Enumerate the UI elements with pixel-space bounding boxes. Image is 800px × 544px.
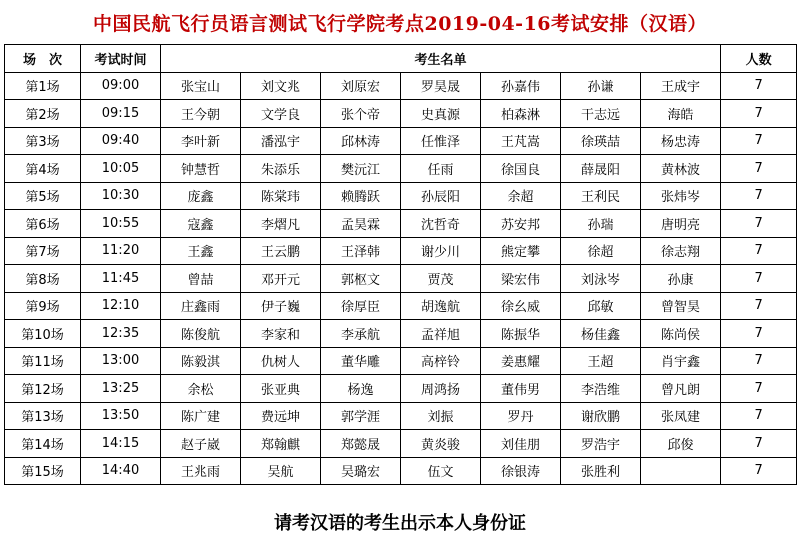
candidate-name-cell: 杨佳鑫 bbox=[561, 320, 641, 348]
round-cell: 第13场 bbox=[5, 402, 81, 430]
candidate-name-cell: 张宝山 bbox=[161, 72, 241, 100]
time-cell: 12:10 bbox=[81, 292, 161, 320]
candidate-name-cell: 任雨 bbox=[401, 155, 481, 183]
candidate-name-cell: 柏森淋 bbox=[481, 100, 561, 128]
table-row bbox=[5, 210, 797, 238]
candidate-name-cell: 孙谦 bbox=[561, 72, 641, 100]
count-cell: 7 bbox=[721, 155, 797, 183]
table-row bbox=[5, 320, 797, 348]
time-cell: 13:50 bbox=[81, 402, 161, 430]
candidate-name-cell: 徐志翔 bbox=[641, 237, 721, 265]
time-cell: 10:30 bbox=[81, 182, 161, 210]
time-cell: 12:35 bbox=[81, 320, 161, 348]
candidate-name-cell: 唐明亮 bbox=[641, 210, 721, 238]
time-cell: 14:15 bbox=[81, 430, 161, 458]
count-cell: 7 bbox=[721, 292, 797, 320]
schedule-table bbox=[4, 44, 797, 485]
candidate-name-cell: 王利民 bbox=[561, 182, 641, 210]
candidate-name-cell: 王芃嵩 bbox=[481, 127, 561, 155]
time-cell: 09:40 bbox=[81, 127, 161, 155]
candidate-name-cell: 沈哲奇 bbox=[401, 210, 481, 238]
candidate-name-cell: 邱林涛 bbox=[321, 127, 401, 155]
count-cell: 7 bbox=[721, 430, 797, 458]
count-cell: 7 bbox=[721, 402, 797, 430]
candidate-name-cell: 胡逸航 bbox=[401, 292, 481, 320]
round-cell: 第5场 bbox=[5, 182, 81, 210]
candidate-name-cell: 张个帝 bbox=[321, 100, 401, 128]
table-row bbox=[5, 182, 797, 210]
round-cell: 第1场 bbox=[5, 72, 81, 100]
candidate-name-cell: 余松 bbox=[161, 375, 241, 403]
candidate-name-cell: 王鑫 bbox=[161, 237, 241, 265]
round-cell: 第10场 bbox=[5, 320, 81, 348]
candidate-name-cell: 杨忠涛 bbox=[641, 127, 721, 155]
table-row bbox=[5, 265, 797, 293]
table-row bbox=[5, 155, 797, 183]
time-cell: 10:55 bbox=[81, 210, 161, 238]
candidate-name-cell: 曾智昊 bbox=[641, 292, 721, 320]
round-cell: 第8场 bbox=[5, 265, 81, 293]
candidate-name-cell: 李家和 bbox=[241, 320, 321, 348]
candidate-name-cell: 陈毅淇 bbox=[161, 347, 241, 375]
candidate-name-cell: 李承航 bbox=[321, 320, 401, 348]
candidate-name-cell: 李浩维 bbox=[561, 375, 641, 403]
time-cell: 10:05 bbox=[81, 155, 161, 183]
candidate-name-cell: 邓开元 bbox=[241, 265, 321, 293]
candidate-name-cell: 郭枢文 bbox=[321, 265, 401, 293]
candidate-name-cell: 文学良 bbox=[241, 100, 321, 128]
candidate-name-cell: 赖腾跃 bbox=[321, 182, 401, 210]
candidate-name-cell: 罗昊晟 bbox=[401, 72, 481, 100]
count-cell: 7 bbox=[721, 127, 797, 155]
candidate-name-cell: 王今朝 bbox=[161, 100, 241, 128]
time-cell: 13:25 bbox=[81, 375, 161, 403]
candidate-name-cell: 黄炎骏 bbox=[401, 430, 481, 458]
header-row bbox=[5, 45, 797, 73]
candidate-name-cell: 谢欣鹏 bbox=[561, 402, 641, 430]
candidate-name-cell: 徐银涛 bbox=[481, 457, 561, 485]
table-row bbox=[5, 375, 797, 403]
candidate-name-cell: 徐瑛喆 bbox=[561, 127, 641, 155]
candidate-name-cell: 曾喆 bbox=[161, 265, 241, 293]
candidate-name-cell: 苏安邦 bbox=[481, 210, 561, 238]
candidate-name-cell: 熊定攀 bbox=[481, 237, 561, 265]
candidate-name-cell: 寇鑫 bbox=[161, 210, 241, 238]
header-count: 人数 bbox=[721, 45, 797, 73]
candidate-name-cell: 邱敏 bbox=[561, 292, 641, 320]
footer-notice: 请考汉语的考生出示本人身份证 bbox=[274, 513, 526, 534]
candidate-name-cell: 刘泳岑 bbox=[561, 265, 641, 293]
candidate-name-cell: 刘佳朋 bbox=[481, 430, 561, 458]
candidate-name-cell: 孙嘉伟 bbox=[481, 72, 561, 100]
candidate-name-cell: 孟祥旭 bbox=[401, 320, 481, 348]
candidate-name-cell: 贾茂 bbox=[401, 265, 481, 293]
candidate-name-cell: 钟慧哲 bbox=[161, 155, 241, 183]
candidate-name-cell: 梁宏伟 bbox=[481, 265, 561, 293]
candidate-name-cell: 孙瑞 bbox=[561, 210, 641, 238]
candidate-name-cell: 徐超 bbox=[561, 237, 641, 265]
count-cell: 7 bbox=[721, 72, 797, 100]
table-row bbox=[5, 402, 797, 430]
candidate-name-cell: 谢少川 bbox=[401, 237, 481, 265]
table-row bbox=[5, 457, 797, 485]
count-cell: 7 bbox=[721, 265, 797, 293]
count-cell: 7 bbox=[721, 237, 797, 265]
candidate-name-cell bbox=[641, 457, 721, 485]
candidate-name-cell: 庄鑫雨 bbox=[161, 292, 241, 320]
candidate-name-cell: 郭学涯 bbox=[321, 402, 401, 430]
time-cell: 14:40 bbox=[81, 457, 161, 485]
candidate-name-cell: 黄林波 bbox=[641, 155, 721, 183]
time-cell: 09:00 bbox=[81, 72, 161, 100]
table-row bbox=[5, 100, 797, 128]
candidate-name-cell: 张亚典 bbox=[241, 375, 321, 403]
candidate-name-cell: 陈振华 bbox=[481, 320, 561, 348]
table-row bbox=[5, 430, 797, 458]
candidate-name-cell: 邱俊 bbox=[641, 430, 721, 458]
round-cell: 第3场 bbox=[5, 127, 81, 155]
candidate-name-cell: 孙辰阳 bbox=[401, 182, 481, 210]
candidate-name-cell: 伍文 bbox=[401, 457, 481, 485]
round-cell: 第6场 bbox=[5, 210, 81, 238]
candidate-name-cell: 张凤建 bbox=[641, 402, 721, 430]
candidate-name-cell: 潘泓宇 bbox=[241, 127, 321, 155]
candidate-name-cell: 仇树人 bbox=[241, 347, 321, 375]
round-cell: 第9场 bbox=[5, 292, 81, 320]
candidate-name-cell: 王成宇 bbox=[641, 72, 721, 100]
candidate-name-cell: 伊子巍 bbox=[241, 292, 321, 320]
candidate-name-cell: 李叶新 bbox=[161, 127, 241, 155]
candidate-name-cell: 王超 bbox=[561, 347, 641, 375]
time-cell: 13:00 bbox=[81, 347, 161, 375]
candidate-name-cell: 费远坤 bbox=[241, 402, 321, 430]
count-cell: 7 bbox=[721, 210, 797, 238]
candidate-name-cell: 刘振 bbox=[401, 402, 481, 430]
candidate-name-cell: 朱添乐 bbox=[241, 155, 321, 183]
candidate-name-cell: 刘文兆 bbox=[241, 72, 321, 100]
candidate-name-cell: 罗浩宇 bbox=[561, 430, 641, 458]
candidate-name-cell: 刘原宏 bbox=[321, 72, 401, 100]
candidate-name-cell: 王泽韩 bbox=[321, 237, 401, 265]
candidate-name-cell: 陈俊航 bbox=[161, 320, 241, 348]
time-cell: 09:15 bbox=[81, 100, 161, 128]
candidate-name-cell: 徐幺威 bbox=[481, 292, 561, 320]
table-row bbox=[5, 237, 797, 265]
candidate-name-cell: 陈棠玮 bbox=[241, 182, 321, 210]
round-cell: 第14场 bbox=[5, 430, 81, 458]
round-cell: 第11场 bbox=[5, 347, 81, 375]
header-round: 场 次 bbox=[5, 45, 81, 73]
candidate-name-cell: 张炜岑 bbox=[641, 182, 721, 210]
candidate-name-cell: 徐国良 bbox=[481, 155, 561, 183]
candidate-name-cell: 孟昊霖 bbox=[321, 210, 401, 238]
header-time: 考试时间 bbox=[81, 45, 161, 73]
time-cell: 11:20 bbox=[81, 237, 161, 265]
header-names: 考生名单 bbox=[161, 45, 721, 73]
candidate-name-cell: 王云鹏 bbox=[241, 237, 321, 265]
candidate-name-cell: 郑懿晟 bbox=[321, 430, 401, 458]
candidate-name-cell: 李熠凡 bbox=[241, 210, 321, 238]
candidate-name-cell: 王兆雨 bbox=[161, 457, 241, 485]
round-cell: 第12场 bbox=[5, 375, 81, 403]
table-row bbox=[5, 127, 797, 155]
candidate-name-cell: 余超 bbox=[481, 182, 561, 210]
candidate-name-cell: 陈尚侯 bbox=[641, 320, 721, 348]
candidate-name-cell: 孙康 bbox=[641, 265, 721, 293]
candidate-name-cell: 曾凡朗 bbox=[641, 375, 721, 403]
count-cell: 7 bbox=[721, 320, 797, 348]
round-cell: 第2场 bbox=[5, 100, 81, 128]
table-row bbox=[5, 347, 797, 375]
candidate-name-cell: 樊沅江 bbox=[321, 155, 401, 183]
candidate-name-cell: 海皓 bbox=[641, 100, 721, 128]
candidate-name-cell: 董伟男 bbox=[481, 375, 561, 403]
candidate-name-cell: 陈广建 bbox=[161, 402, 241, 430]
round-cell: 第4场 bbox=[5, 155, 81, 183]
candidate-name-cell: 庞鑫 bbox=[161, 182, 241, 210]
candidate-name-cell: 徐厚臣 bbox=[321, 292, 401, 320]
count-cell: 7 bbox=[721, 100, 797, 128]
table-row bbox=[5, 72, 797, 100]
candidate-name-cell: 周鸿扬 bbox=[401, 375, 481, 403]
candidate-name-cell: 郑翰麒 bbox=[241, 430, 321, 458]
candidate-name-cell: 姜惠耀 bbox=[481, 347, 561, 375]
round-cell: 第7场 bbox=[5, 237, 81, 265]
candidate-name-cell: 肖宇鑫 bbox=[641, 347, 721, 375]
table-row bbox=[5, 292, 797, 320]
time-cell: 11:45 bbox=[81, 265, 161, 293]
page-title: 中国民航飞行员语言测试飞行学院考点2019-04-16考试安排（汉语） bbox=[92, 12, 708, 35]
candidate-name-cell: 吴璐宏 bbox=[321, 457, 401, 485]
count-cell: 7 bbox=[721, 457, 797, 485]
count-cell: 7 bbox=[721, 182, 797, 210]
candidate-name-cell: 张胜利 bbox=[561, 457, 641, 485]
candidate-name-cell: 薛晟阳 bbox=[561, 155, 641, 183]
candidate-name-cell: 史真源 bbox=[401, 100, 481, 128]
count-cell: 7 bbox=[721, 375, 797, 403]
candidate-name-cell: 赵子崴 bbox=[161, 430, 241, 458]
candidate-name-cell: 杨逸 bbox=[321, 375, 401, 403]
candidate-name-cell: 吴航 bbox=[241, 457, 321, 485]
candidate-name-cell: 罗丹 bbox=[481, 402, 561, 430]
candidate-name-cell: 任惟泽 bbox=[401, 127, 481, 155]
round-cell: 第15场 bbox=[5, 457, 81, 485]
count-cell: 7 bbox=[721, 347, 797, 375]
candidate-name-cell: 高梓铃 bbox=[401, 347, 481, 375]
candidate-name-cell: 干志远 bbox=[561, 100, 641, 128]
candidate-name-cell: 董华雕 bbox=[321, 347, 401, 375]
